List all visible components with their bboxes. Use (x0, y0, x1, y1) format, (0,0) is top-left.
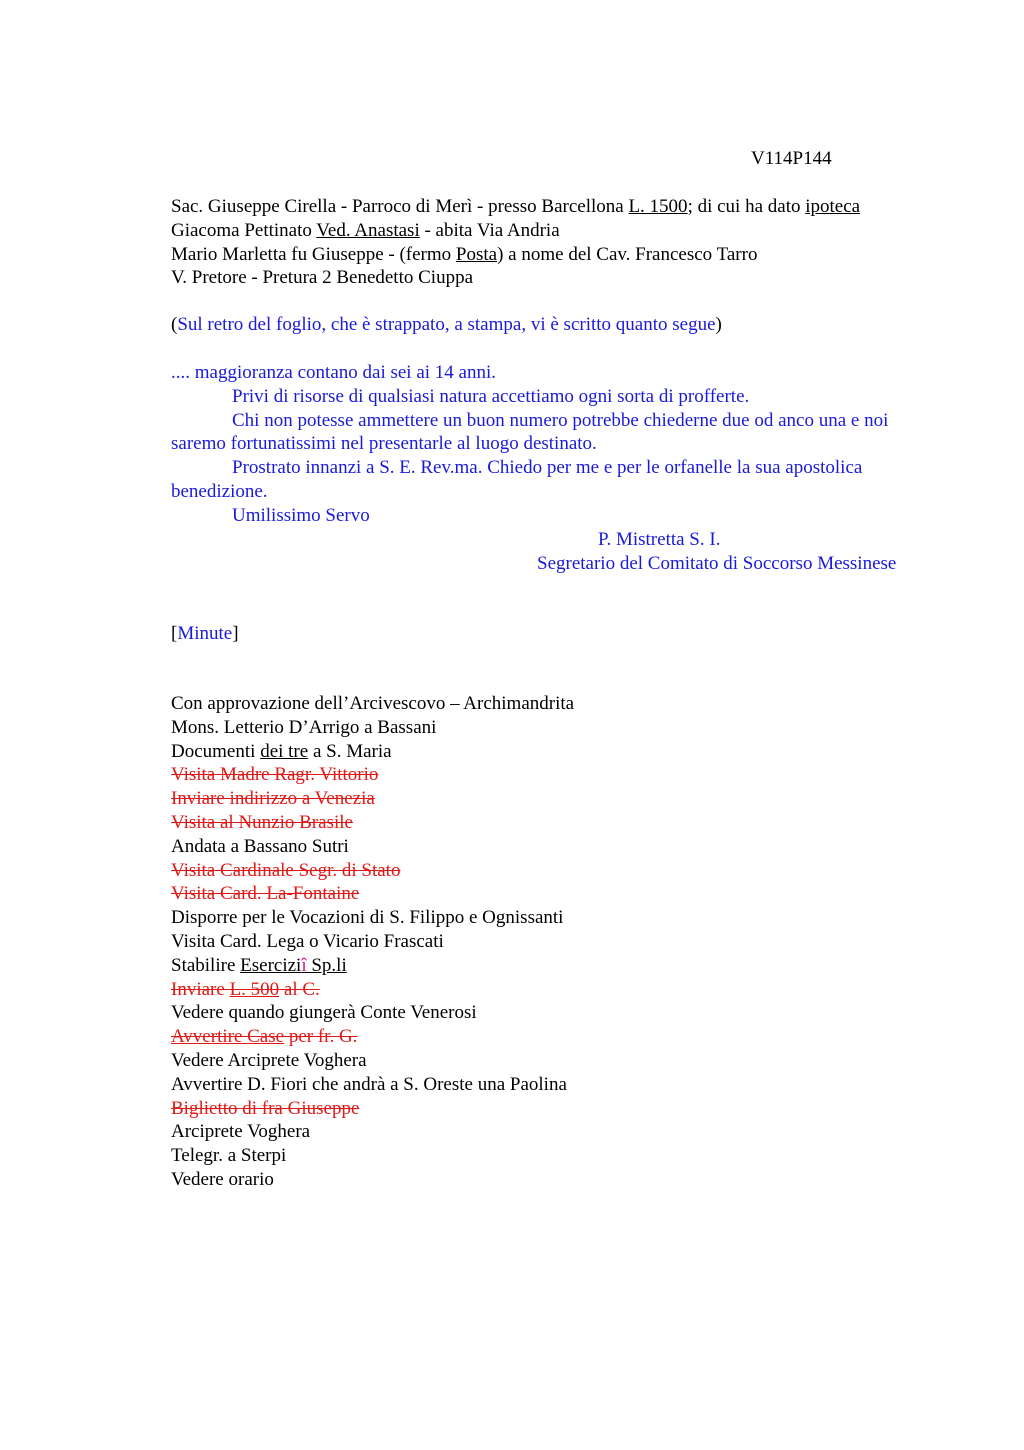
closing-salutation: Umilissimo Servo (232, 504, 370, 526)
note-line: Mario Marletta fu Giuseppe - (fermo Posta) a nome del Cav. Francesco Tarro (171, 243, 758, 265)
list-item: Telegr. a Sterpi (171, 1145, 287, 1167)
list-item: Disporre per le Vocazioni di S. Filippo e Ognissanti (171, 907, 564, 929)
list-item-struck: Visita Madre Ragr. Vittorio (171, 764, 379, 786)
printed-text-block (171, 361, 931, 528)
note-line: V. Pretore - Pretura 2 Benedetto Ciuppa (171, 267, 473, 289)
list-item-struck: Biglietto di fra Giuseppe (171, 1097, 360, 1119)
list-item: Documenti dei tre a S. Maria (171, 740, 392, 762)
signature-title: Segretario del Comitato di Soccorso Messinese (537, 553, 897, 574)
signature-title-row (0, 552, 1024, 576)
underlined-word: ipoteca (805, 196, 861, 217)
underlined-amount: L. 1500 (628, 196, 688, 217)
notes-block (171, 195, 931, 290)
printed-paragraph: Prostrato innanzi a S. E. Rev.ma. Chiedo per me e per le orfanelle la sua apostolica benedizione. (171, 457, 863, 502)
document-reference: V114P144 (751, 148, 832, 169)
signature-name: P. Mistretta S. I. (598, 529, 721, 550)
list-item-struck: Visita Card. La-Fontaine (171, 883, 360, 905)
list-item-struck: Inviare L. 500 al C. (171, 978, 320, 1000)
list-item-struck: Visita al Nunzio Brasile (171, 811, 353, 833)
signature-name-row (0, 528, 1024, 552)
list-item: Arciprete Voghera (171, 1121, 311, 1143)
list-item: Vedere quando giungerà Conte Venerosi (171, 1002, 477, 1024)
printed-paragraph: Chi non potesse ammettere un buon numero potrebbe chiederne due od anco una e noi saremo fortunatissimi nel presentarle al luogo destinato. (171, 409, 889, 455)
printed-paragraph: .... maggioranza contano dai sei ai 14 anni. (171, 362, 497, 383)
underlined-word: Ved. Anastasi (316, 219, 420, 241)
list-item: Mons. Letterio D’Arrigo a Bassani (171, 716, 437, 738)
minute-heading: [Minute] (171, 623, 239, 644)
list-item: Avvertire D. Fiori che andrà a S. Oreste una Paolina (171, 1073, 567, 1095)
minute-list (171, 692, 931, 1192)
list-item: Vedere Arciprete Voghera (171, 1049, 367, 1071)
printed-paragraph: Privi di risorse di qualsiasi natura accettiamo ogni sorta di profferte. (232, 385, 750, 407)
list-item-struck: Visita Cardinale Segr. di Stato (171, 859, 401, 881)
note-line: Sac. Giuseppe Cirella - Parroco di Merì - presso Barcellona L. 1500; di cui ha dato ipoteca (171, 196, 861, 217)
list-item: Andata a Bassano Sutri (171, 835, 349, 857)
note-line: Giacoma Pettinato Ved. Anastasi - abita Via Andria (171, 219, 560, 241)
list-item-struck: Avvertire Case per fr. G. (171, 1026, 358, 1048)
list-item: Visita Card. Lega o Vicario Frascati (171, 930, 444, 952)
list-item-struck: Inviare indirizzo a Venezia (171, 788, 375, 810)
list-item: Stabilire Eserciziî Sp.li (171, 954, 347, 976)
list-item: Vedere orario (171, 1168, 274, 1190)
underlined-word: Posta (455, 243, 498, 265)
list-item: Con approvazione dell’Arcivescovo – Archimandrita (171, 693, 575, 714)
retro-note: (Sul retro del foglio, che è strappato, a stampa, vi è scritto quanto segue) (171, 314, 722, 335)
